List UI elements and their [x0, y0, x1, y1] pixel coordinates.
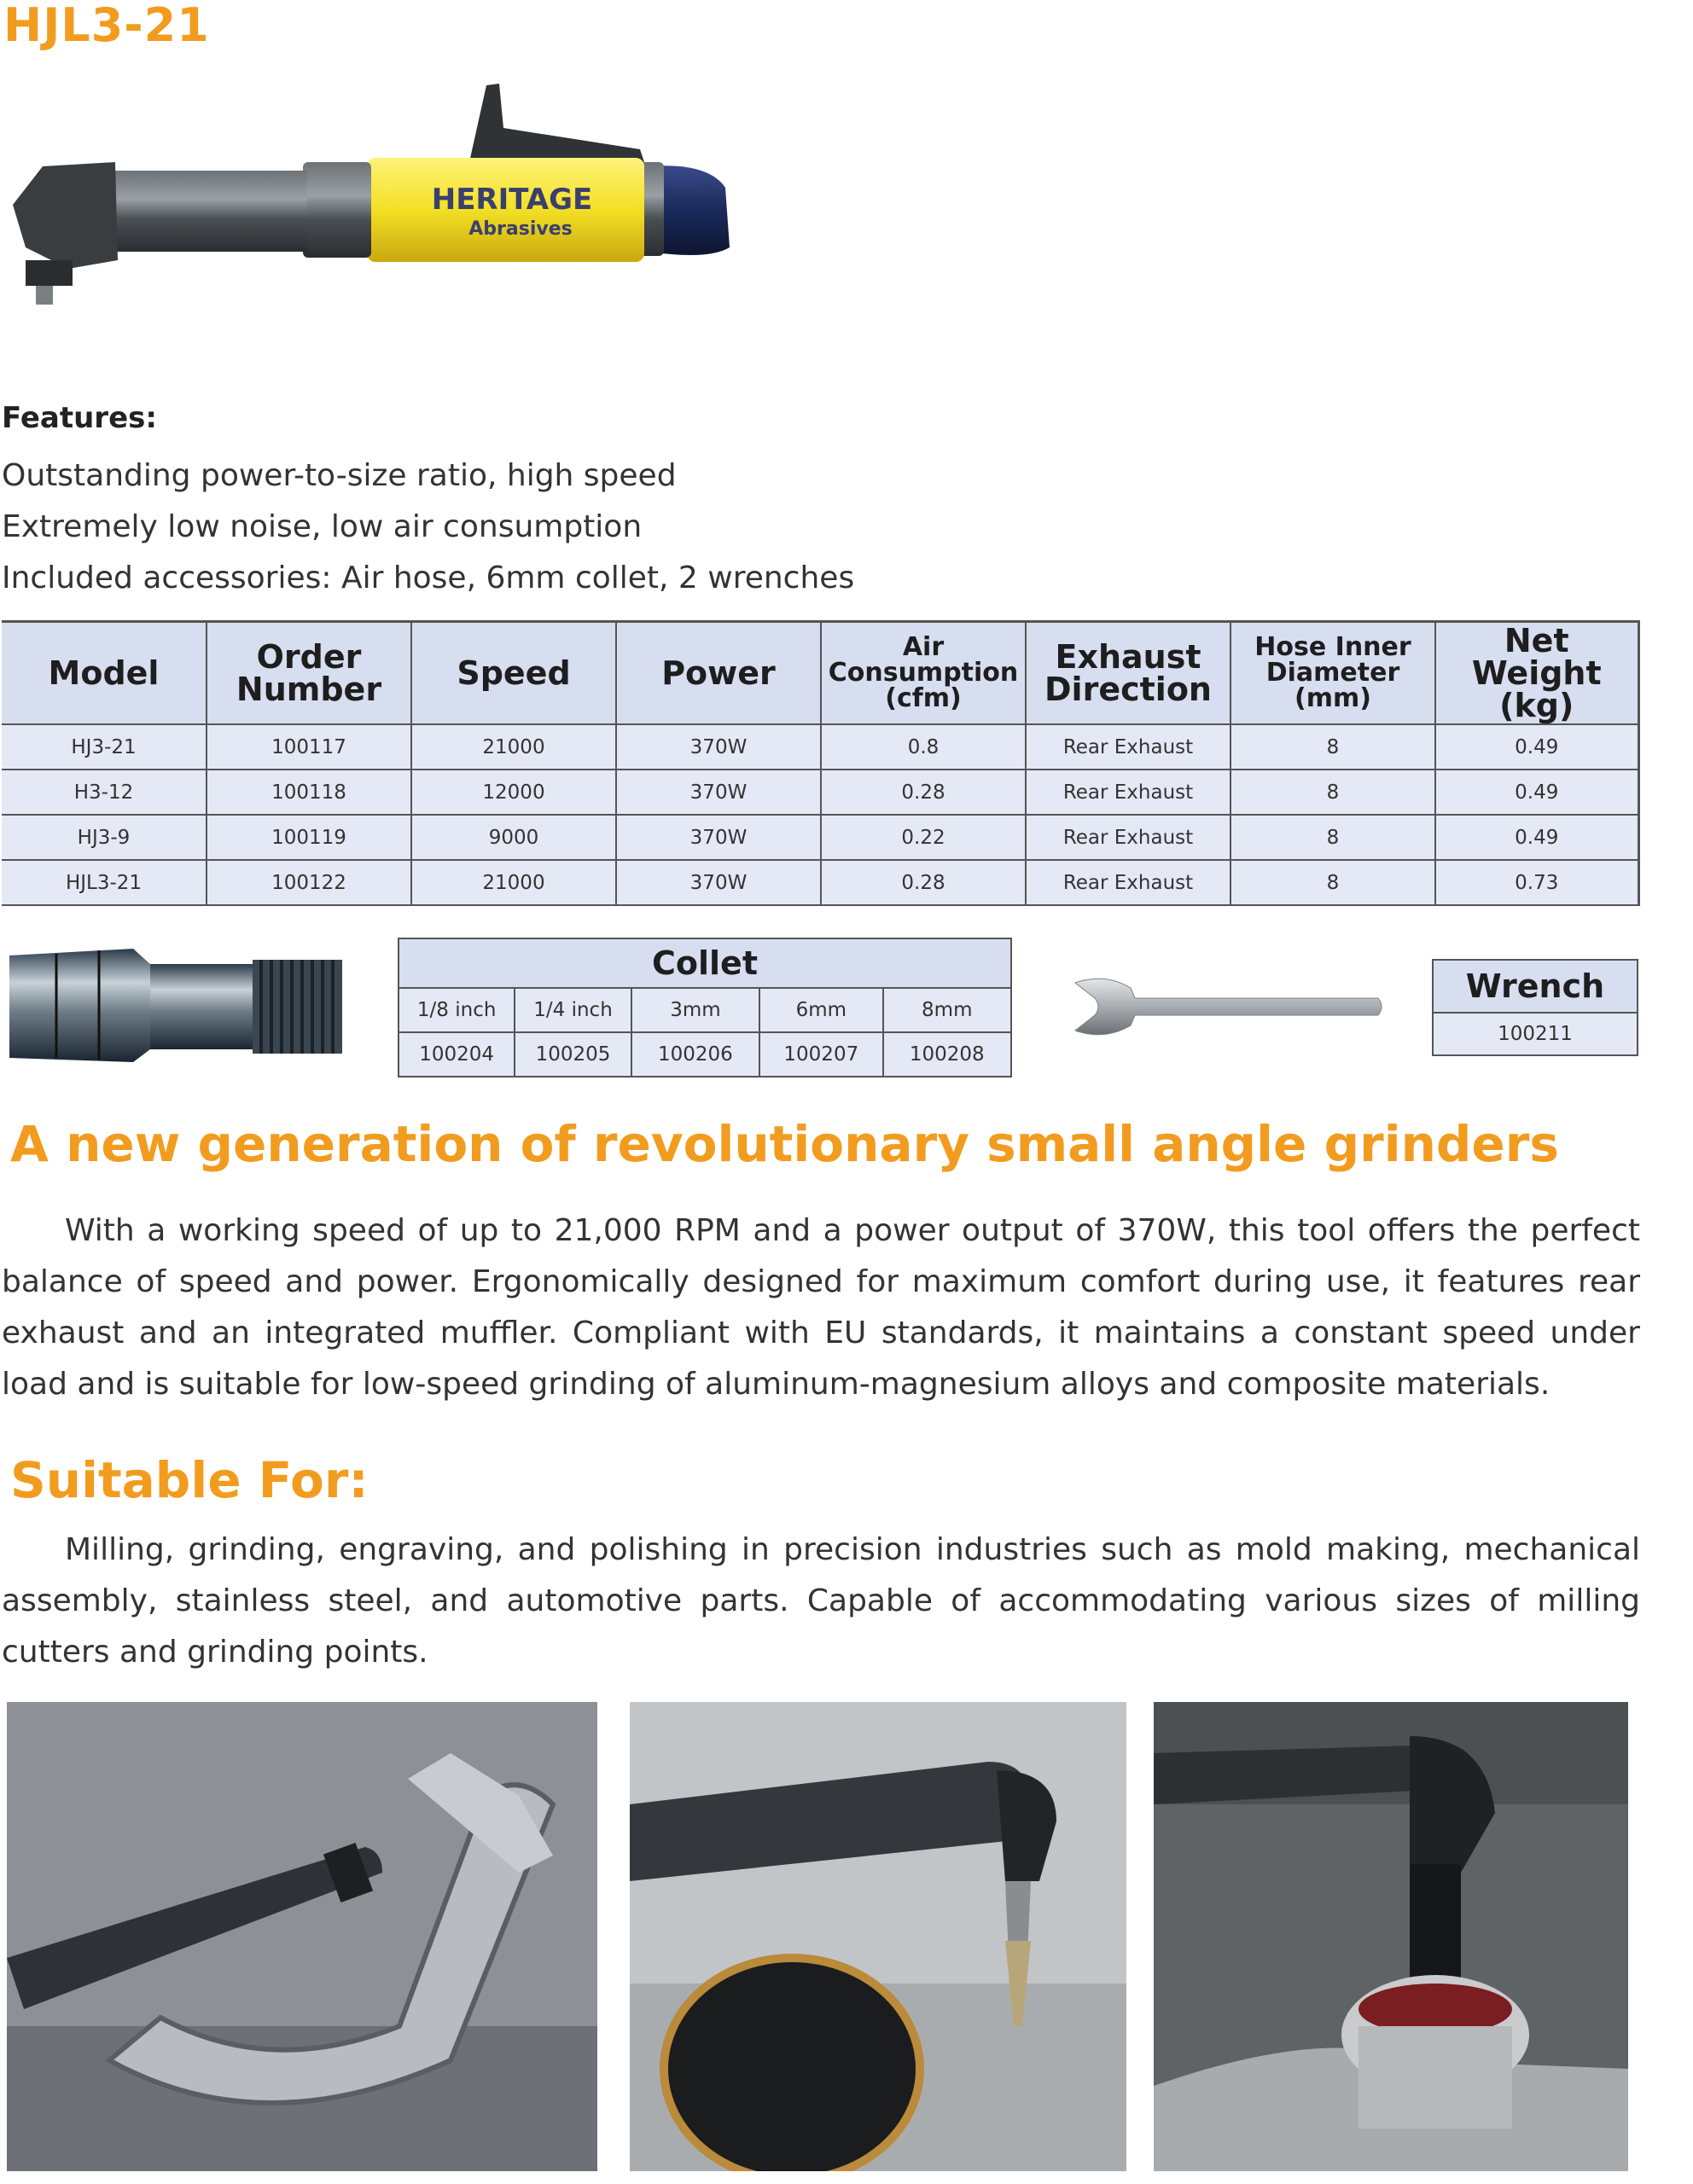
cell: 21000 — [411, 860, 616, 905]
spec-table — [2, 620, 1640, 906]
wrench-image — [1071, 973, 1387, 1041]
cell: 9000 — [411, 815, 616, 860]
collet-title: Collet — [399, 938, 1011, 988]
cell: 100119 — [207, 815, 411, 860]
cell: 370W — [616, 860, 821, 905]
cell: 8 — [1230, 724, 1435, 770]
cell: 0.73 — [1435, 860, 1638, 905]
section-paragraph: Milling, grinding, engraving, and polishing in precision industries such as mold making, mechanical assembly, stainless steel, and automotive parts. Capable of accommodating various sizes of milling cutters and grinding points. — [2, 1532, 1640, 1670]
wrench-table — [1432, 959, 1638, 1056]
wrench-code: 100211 — [1433, 1013, 1638, 1055]
cell: 100117 — [207, 724, 411, 770]
angle-grinder-image — [9, 77, 742, 316]
cell: 8 — [1230, 860, 1435, 905]
collet-code: 100204 — [399, 1032, 515, 1077]
table-row — [2, 860, 1638, 905]
cell: Rear Exhaust — [1026, 815, 1230, 860]
col-header-net-weight: Net Weight (kg) — [1435, 622, 1638, 725]
cell: 8 — [1230, 815, 1435, 860]
features-list — [2, 450, 854, 604]
cell: 0.22 — [821, 815, 1026, 860]
cell: 370W — [616, 770, 821, 815]
table-row — [2, 770, 1638, 815]
cell: 12000 — [411, 770, 616, 815]
wrench-title: Wrench — [1433, 960, 1638, 1013]
cell: HJ3-21 — [2, 724, 207, 770]
cell: 0.8 — [821, 724, 1026, 770]
feature-item: Included accessories: Air hose, 6mm collet, 2 wrenches — [2, 561, 855, 595]
collet-size: 1/4 inch — [515, 988, 631, 1032]
cell: 370W — [616, 815, 821, 860]
table-row — [2, 724, 1638, 770]
cell: Rear Exhaust — [1026, 860, 1230, 905]
cell: 370W — [616, 724, 821, 770]
cell: Rear Exhaust — [1026, 770, 1230, 815]
collet-size: 8mm — [883, 988, 1011, 1032]
collet-size: 1/8 inch — [399, 988, 515, 1032]
table-row — [399, 1032, 1011, 1077]
product-title: HJL3-21 — [3, 0, 210, 52]
cell: 100118 — [207, 770, 411, 815]
cell: Rear Exhaust — [1026, 724, 1230, 770]
collet-code: 100206 — [631, 1032, 759, 1077]
cell: 0.49 — [1435, 724, 1638, 770]
section-heading-suitable-for: Suitable For: — [10, 1451, 369, 1509]
application-photo — [630, 1702, 1126, 2171]
col-header-exhaust-direction: Exhaust Direction — [1026, 622, 1230, 725]
application-photo — [1154, 1702, 1628, 2171]
svg-text:Abrasives: Abrasives — [468, 218, 573, 240]
cell: H3-12 — [2, 770, 207, 815]
collet-size: 6mm — [759, 988, 882, 1032]
table-row — [2, 815, 1638, 860]
feature-item: Extremely low noise, low air consumption — [2, 509, 643, 544]
collet-size: 3mm — [631, 988, 759, 1032]
cell: HJL3-21 — [2, 860, 207, 905]
application-photo — [7, 1702, 597, 2171]
brand-logo: HERITAGE — [431, 183, 593, 217]
features-heading: Features: — [2, 401, 157, 435]
collet-code: 100205 — [515, 1032, 631, 1077]
cell: 8 — [1230, 770, 1435, 815]
col-header-order-number: Order Number — [207, 622, 411, 725]
collet-table — [398, 938, 1012, 1077]
col-header-model: Model — [2, 622, 207, 725]
cell: 0.49 — [1435, 770, 1638, 815]
section-paragraph: With a working speed of up to 21,000 RPM and a power output of 370W, this tool offers the perfect balance of speed and power. Ergonomically designed for maximum comfort during use, it features rear exhaust and an integrated muffler. Compliant with EU standards, it maintains a constant speed under load and is suitable for low-speed grinding of aluminum-magnesium alloys and composite materials. — [2, 1213, 1640, 1402]
collet-code: 100208 — [883, 1032, 1011, 1077]
cell: 0.28 — [821, 860, 1026, 905]
table-row — [399, 988, 1011, 1032]
col-header-speed: Speed — [411, 622, 616, 725]
collet-image — [5, 930, 346, 1079]
cell: 100122 — [207, 860, 411, 905]
spec-header-row — [2, 622, 1638, 725]
cell: 0.28 — [821, 770, 1026, 815]
cell: 21000 — [411, 724, 616, 770]
cell: 0.49 — [1435, 815, 1638, 860]
col-header-power: Power — [616, 622, 821, 725]
section-heading-angle-grinders: A new generation of revolutionary small angle grinders — [10, 1115, 1559, 1173]
col-header-air-consumption: Air Consumption (cfm) — [821, 622, 1026, 725]
collet-code: 100207 — [759, 1032, 882, 1077]
table-row — [1433, 1013, 1638, 1055]
col-header-hose-diameter: Hose Inner Diameter (mm) — [1230, 622, 1435, 725]
cell: HJ3-9 — [2, 815, 207, 860]
feature-item: Outstanding power-to-size ratio, high speed — [2, 458, 677, 493]
